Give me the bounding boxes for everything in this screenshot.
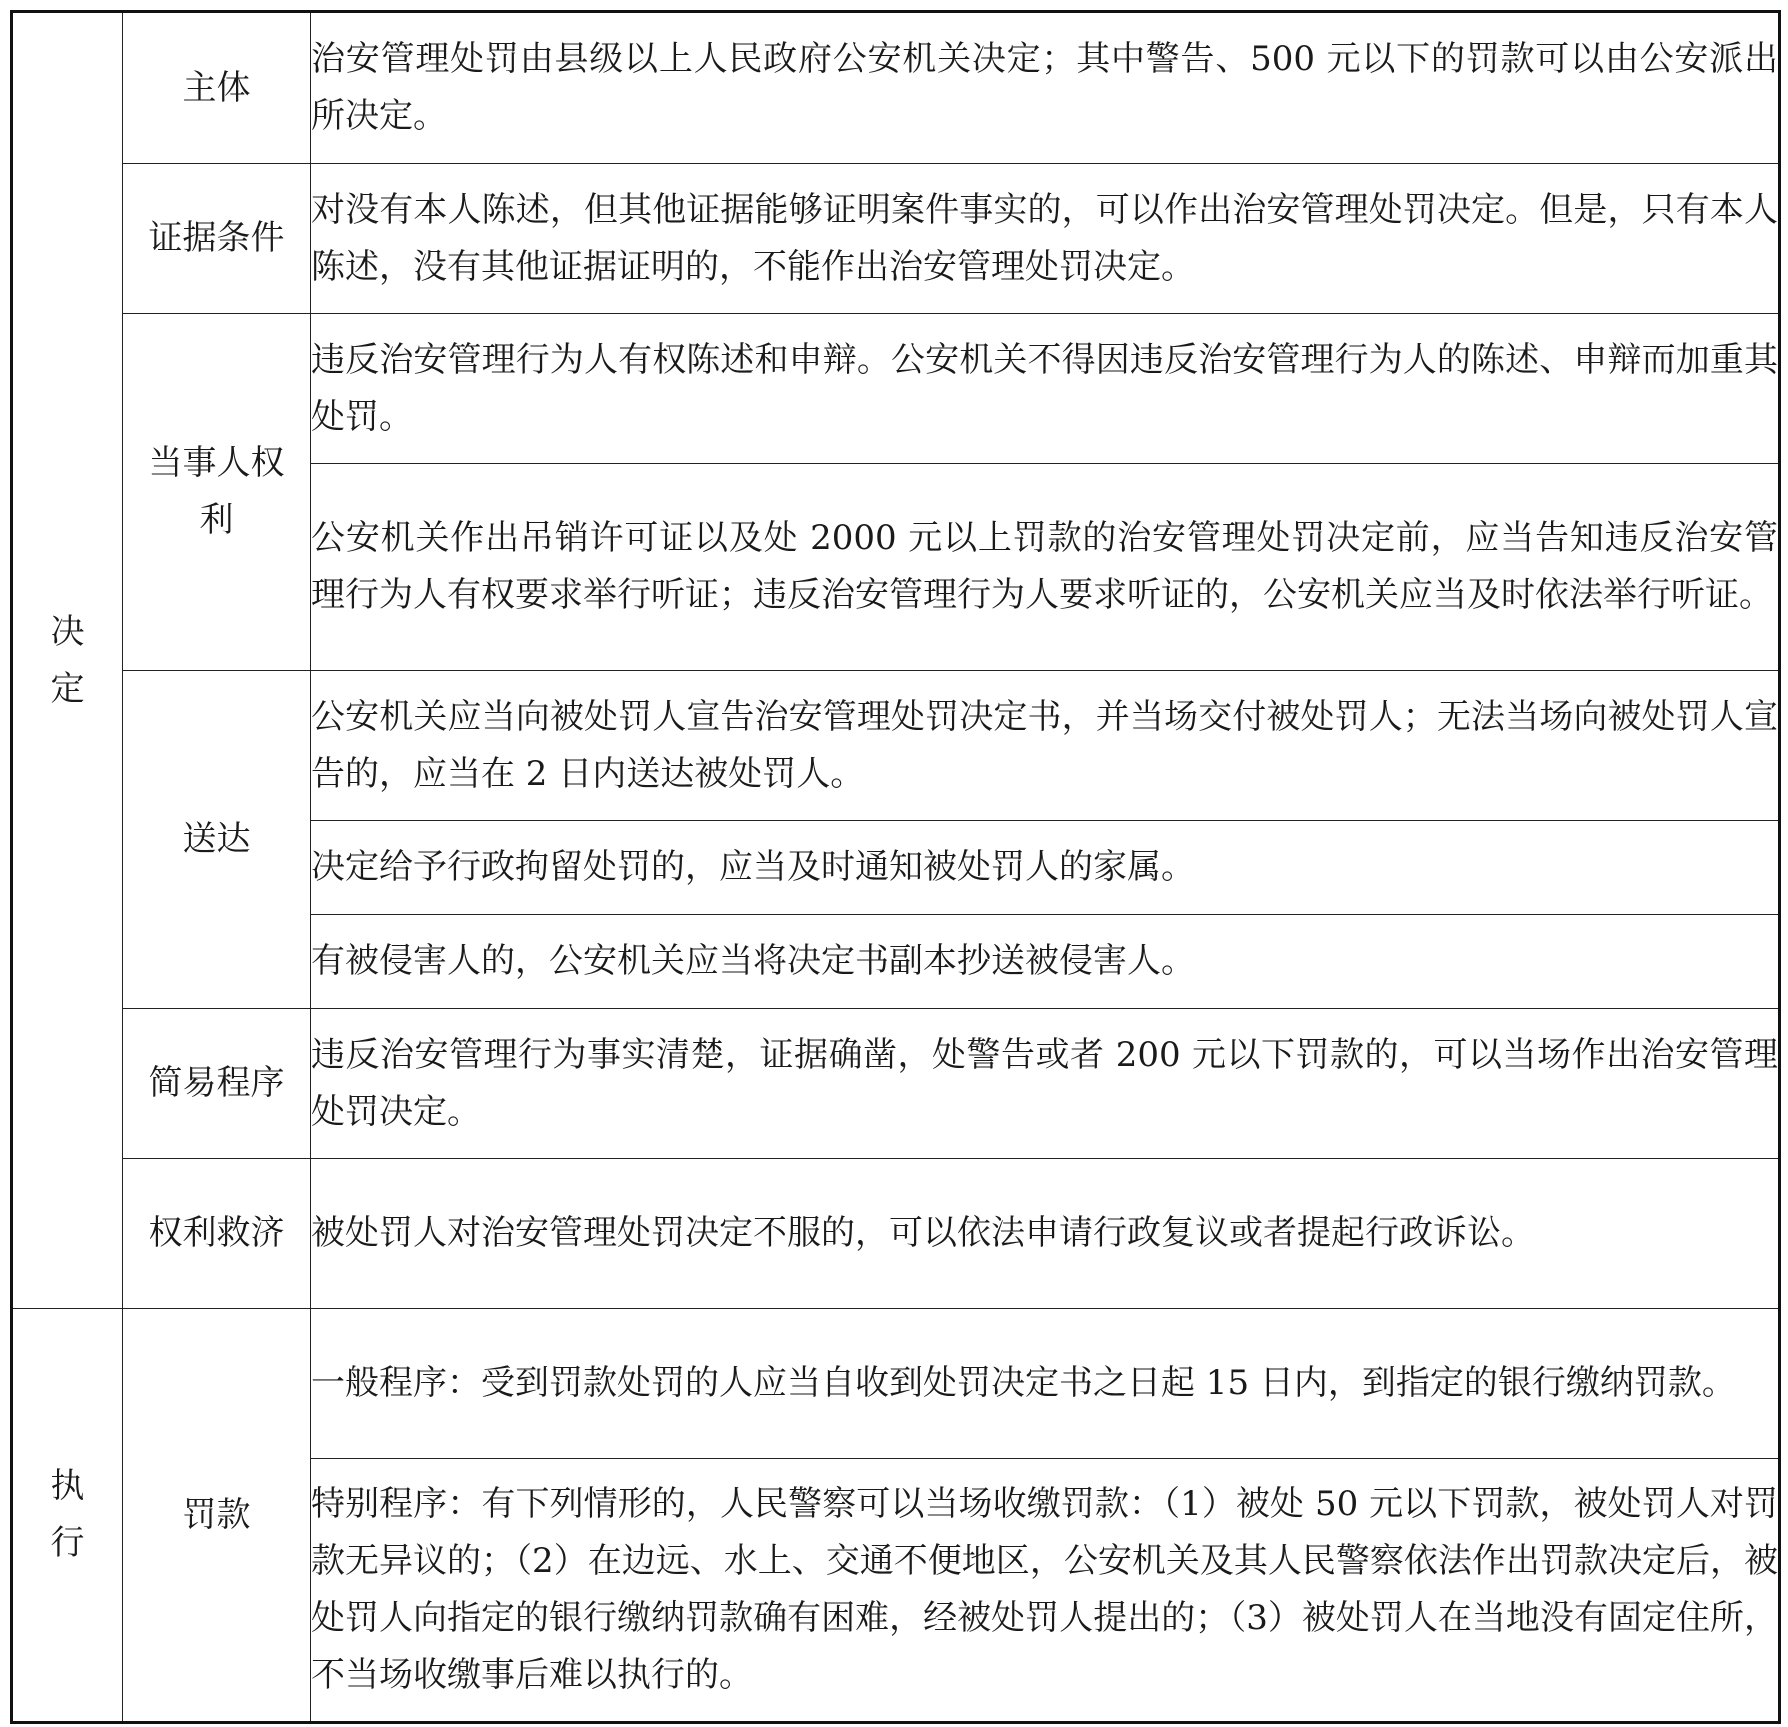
subcategory-label: 简易程序 [148,1063,285,1103]
content-cell: 治安管理处罚由县级以上人民政府公安机关决定；其中警告、500 元以下的罚款可以由公安派出所决定。 [311,12,1780,164]
category-label: 执行 [50,1466,85,1563]
table-row [12,1309,1780,1459]
subcategory-cell-evidence [123,164,311,314]
content-cell: 特别程序：有下列情形的，人民警察可以当场收缴罚款：（1）被处 50 元以下罚款，被处罚人对罚款无异议的；（2）在边远、水上、交通不便地区，公安机关及其人民警察依法作出罚款决定后，被处罚人向指定的银行缴纳罚款确有困难，经被处罚人提出的；（3）被处罚人在当地没有固定住所，不当场收缴事后难以执行的。 [311,1459,1780,1723]
table-row [12,164,1780,314]
subcategory-label: 当事人权利 [148,443,285,540]
document-page [10,10,1778,1724]
table-row [12,12,1780,164]
content-cell: 被处罚人对治安管理处罚决定不服的，可以依法申请行政复议或者提起行政诉讼。 [311,1159,1780,1309]
table-row [12,671,1780,821]
table-row [12,1009,1780,1159]
subcategory-cell-party-rights [123,314,311,671]
subcategory-label: 送达 [182,819,251,859]
subcategory-label: 证据条件 [148,218,285,258]
penalty-procedure-table [10,10,1781,1724]
subcategory-cell-fine [123,1309,311,1723]
category-label: 决定 [50,611,85,709]
subcategory-label: 罚款 [182,1494,251,1535]
table-row [12,314,1780,464]
content-cell: 违反治安管理行为事实清楚，证据确凿，处警告或者 200 元以下罚款的，可以当场作出治安管理处罚决定。 [311,1009,1780,1159]
content-cell: 对没有本人陈述，但其他证据能够证明案件事实的，可以作出治安管理处罚决定。但是，只有本人陈述，没有其他证据证明的，不能作出治安管理处罚决定。 [311,164,1780,314]
subcategory-cell-remedy [123,1159,311,1309]
subcategory-cell-delivery [123,671,311,1009]
subcategory-cell-simple-procedure [123,1009,311,1159]
content-cell: 公安机关应当向被处罚人宣告治安管理处罚决定书，并当场交付被处罚人；无法当场向被处罚人宣告的，应当在 2 日内送达被处罚人。 [311,671,1780,821]
content-cell: 一般程序：受到罚款处罚的人应当自收到处罚决定书之日起 15 日内，到指定的银行缴纳罚款。 [311,1309,1780,1459]
content-cell: 决定给予行政拘留处罚的，应当及时通知被处罚人的家属。 [311,821,1780,915]
category-cell-execution [12,1309,123,1723]
subcategory-label: 权利救济 [148,1213,285,1253]
subcategory-cell-subject [123,12,311,164]
table-row [12,1159,1780,1309]
subcategory-label: 主体 [182,67,251,108]
content-cell: 有被侵害人的，公安机关应当将决定书副本抄送被侵害人。 [311,915,1780,1009]
category-cell-decision [12,12,123,1309]
content-cell: 违反治安管理行为人有权陈述和申辩。公安机关不得因违反治安管理行为人的陈述、申辩而加重其处罚。 [311,314,1780,464]
content-cell: 公安机关作出吊销许可证以及处 2000 元以上罚款的治安管理处罚决定前，应当告知违反治安管理行为人有权要求举行听证；违反治安管理行为人要求听证的，公安机关应当及时依法举行听证。 [311,464,1780,671]
